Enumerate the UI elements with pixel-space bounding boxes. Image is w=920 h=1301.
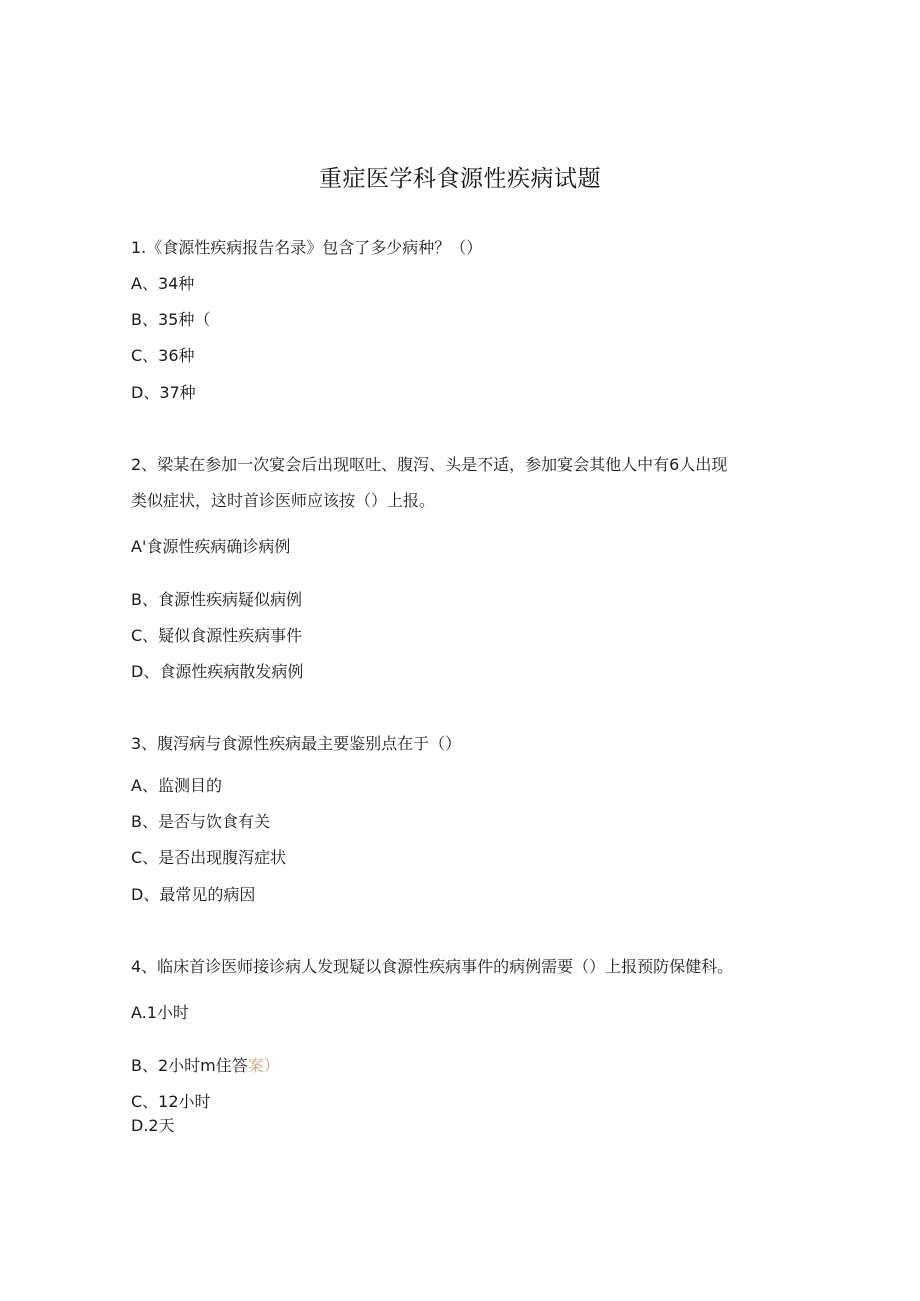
question-3-option-d: D、最常见的病因 bbox=[131, 885, 256, 904]
question-2-option-c: C、疑似食源性疾病事件 bbox=[131, 626, 303, 645]
question-4-option-b-text: B、2小时m住答 bbox=[131, 1056, 248, 1075]
question-4-option-b-faint-text: 案） bbox=[247, 1056, 280, 1075]
question-2-option-d: D、食源性疾病散发病例 bbox=[131, 662, 304, 681]
question-1-stem: 1.《食源性疾病报告名录》包含了多少病种？（） bbox=[131, 238, 483, 257]
question-2-stem-line-1: 2、梁某在参加一次宴会后出现呕吐、腹泻、头是不适，参加宴会其他人中有6人出现 bbox=[131, 455, 728, 474]
question-3-stem: 3、腹泻病与食源性疾病最主要鉴别点在于（） bbox=[131, 734, 462, 753]
question-1-option-d: D、37种 bbox=[131, 383, 196, 402]
question-3-option-c: C、是否出现腹泻症状 bbox=[131, 848, 287, 867]
document-title: 重症医学科食源性疾病试题 bbox=[319, 166, 601, 192]
question-3-option-a: A、监测目的 bbox=[131, 776, 222, 795]
question-1-option-b: B、35种（ bbox=[131, 310, 211, 329]
question-4-option-d: D.2天 bbox=[131, 1116, 175, 1135]
question-4-option-c: C、12小时 bbox=[131, 1092, 211, 1111]
question-4-option-b bbox=[131, 1056, 280, 1076]
question-4-stem: 4、临床首诊医师接诊病人发现疑以食源性疾病事件的病例需要（）上报预防保健科。 bbox=[131, 957, 734, 976]
question-2-option-b: B、食源性疾病疑似病例 bbox=[131, 590, 302, 609]
question-4-option-a: A.1小时 bbox=[131, 1003, 189, 1022]
question-1-option-a: A、34种 bbox=[131, 274, 195, 293]
question-2-stem-line-2: 类似症状，这时首诊医师应该按（）上报。 bbox=[131, 491, 436, 510]
question-3-option-b: B、是否与饮食有关 bbox=[131, 812, 270, 831]
question-1-option-c: C、36种 bbox=[131, 346, 195, 365]
question-2-option-a: A'食源性疾病确诊病例 bbox=[131, 537, 291, 556]
